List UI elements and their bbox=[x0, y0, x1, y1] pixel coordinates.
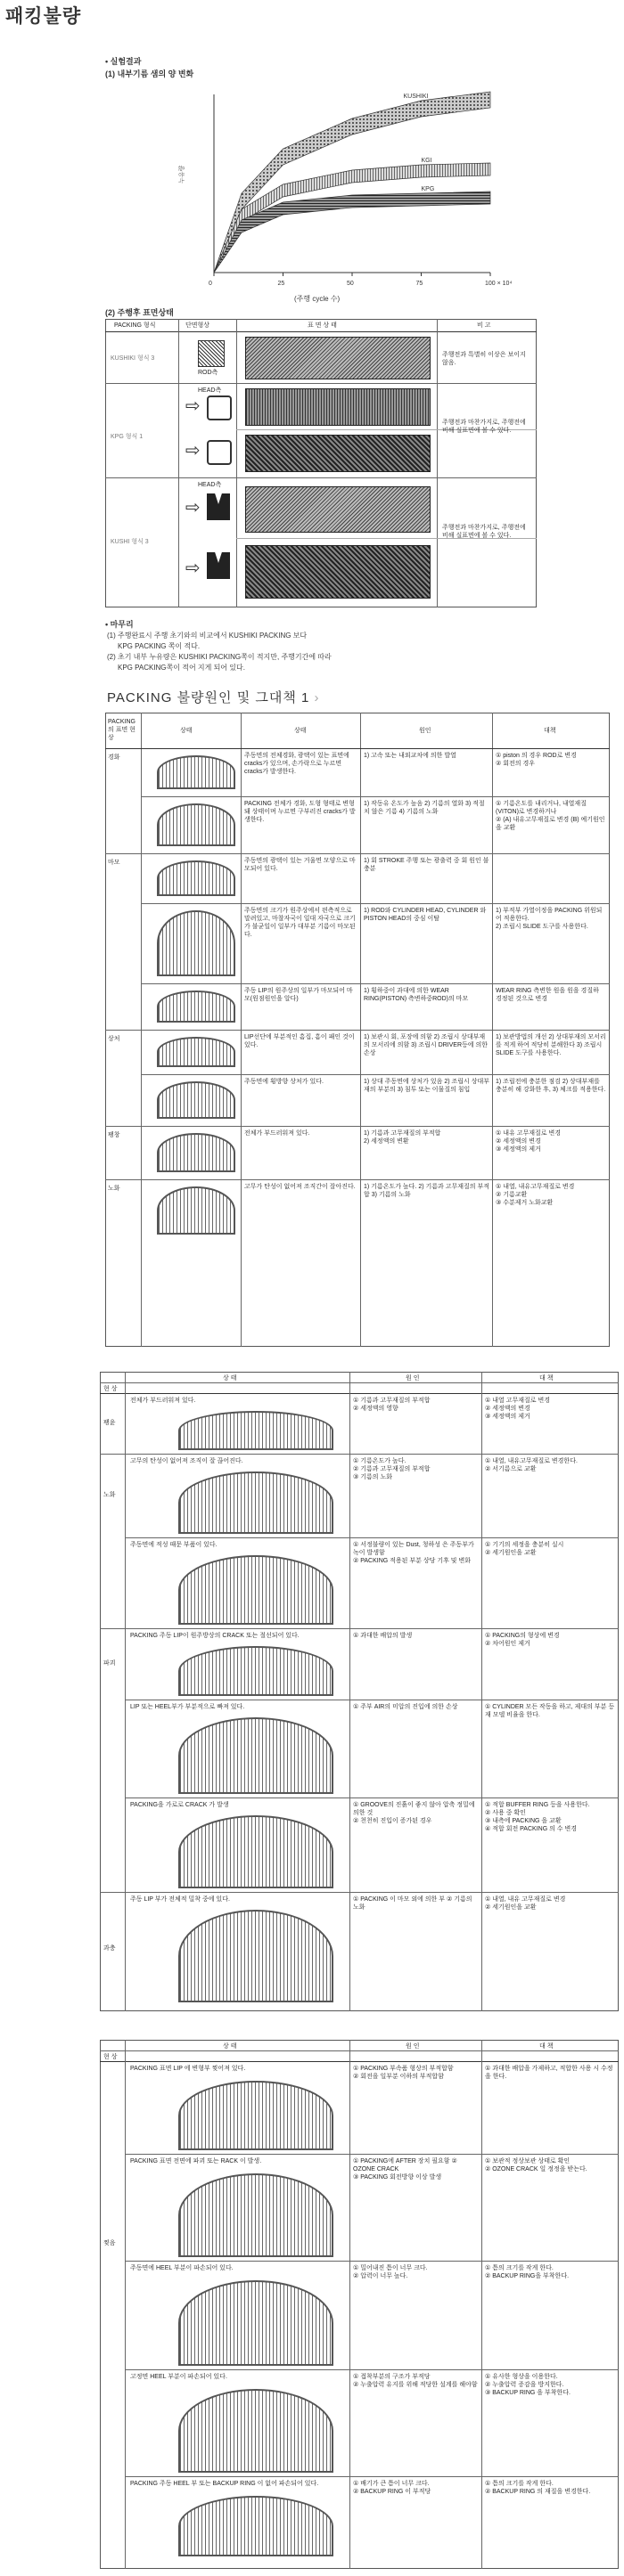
table1-measure: ① 내유 고무재질로 변경 ② 세정액의 변경 ③ 세정액의 제거 bbox=[496, 1130, 561, 1153]
row-divider bbox=[125, 2369, 619, 2370]
table2-measure: ① PACKING의 형상에 변경 ② 차어원인 제거 bbox=[485, 1633, 560, 1647]
packing-illustration bbox=[178, 1815, 333, 1888]
page-title: 패킹불량 bbox=[5, 6, 82, 27]
table2-state: 전체가 부드러워져 있다. bbox=[130, 1398, 196, 1404]
x-tick-label: 25 bbox=[277, 281, 285, 287]
table1-header-illus: 상태 bbox=[180, 728, 193, 734]
leakage-chart bbox=[169, 86, 513, 290]
table1-cause: 1) 상대 주동면에 상처가 있음 2) 조립시 상대부재의 부분의 3) 침투 또는 이물질의 침입 bbox=[364, 1079, 490, 1093]
row-divider bbox=[141, 796, 610, 797]
table2-header-cause: 원 인 bbox=[406, 1375, 420, 1382]
table1-cause: 1) 기름과 고무재질의 부적합 2) 세정액의 변환 bbox=[364, 1130, 441, 1145]
table1-group-label: 경화 bbox=[108, 754, 120, 761]
table2-state: 주동 LIP 부가 전체적 밀착 중에 있다. bbox=[130, 1896, 230, 1903]
experiment-sub1: (1) 내부기름 샘의 양 변화 bbox=[105, 69, 194, 78]
table3-measure: ① 과대한 배압을 가제하고, 적합한 사용 시 수정을 한다. bbox=[485, 2066, 613, 2080]
series-label-kgi: KGI bbox=[421, 158, 432, 164]
packing-illustration bbox=[157, 755, 235, 789]
surface-photo-2 bbox=[245, 388, 431, 426]
table1-measure: ① 기름온도를 내리거나, 내열재질(VITON)로 변경하거나 ② (A) 내유고무재질로 변경 (B) 예기원인을 교환 bbox=[496, 801, 605, 831]
row-divider bbox=[141, 903, 610, 904]
packing-illustration bbox=[178, 2496, 333, 2556]
table1-measure: WEAR RING 측변한 원을 원을 경질하 경정된 것으로 변경 bbox=[496, 988, 599, 1002]
surface-row-2-section-label: HEAD측 bbox=[198, 387, 222, 394]
conclusion-line-1: (1) 주행완료시 주행 초기와의 비교에서 KUSHIKI PACKING 보다 bbox=[107, 632, 308, 640]
packing-illustration bbox=[178, 1910, 333, 2002]
arrow-icon: ⇨ bbox=[185, 441, 201, 461]
table1-title: PACKING 불량원인 및 그대책 1 › bbox=[107, 690, 320, 705]
row-divider bbox=[105, 853, 610, 854]
row-divider bbox=[100, 1454, 619, 1455]
table3-cause: ① 배기가 큰 틈이 너무 크다. ② BACKUP RING 이 부적당 bbox=[353, 2481, 431, 2495]
table3-state: 주동면에 HEEL 부분이 파손되어 있다. bbox=[130, 2265, 234, 2271]
arrow-icon: ⇨ bbox=[185, 498, 201, 518]
surface-row-2-remark: 주행전과 마찬가지로, 주행전에 비해 실표면에 볼 수 있다. bbox=[442, 420, 526, 434]
table1-state: 주동면의 크기가 원주상에서 편측적으로 말려있고, 마찰자국이 일대 자국으로 크기가 불균일이 일부가 대부분 기름이 마모된다. bbox=[244, 908, 356, 938]
packing-illustration bbox=[178, 2280, 333, 2366]
table2-group-label: 과충 bbox=[103, 1945, 116, 1952]
conclusion-line-2: KPG PACKING 쪽이 적다. bbox=[118, 642, 201, 650]
table2-state: 주동면에 적성 때문 부품이 있다. bbox=[130, 1542, 218, 1548]
table2-group-label: 팽윤 bbox=[103, 1420, 116, 1426]
table2-header-state: 상 태 bbox=[223, 1375, 237, 1382]
table3-measure: ① 유사한 형상을 이용한다. ② 누출압력 증감을 방지한다. ③ BACKUP RING 을 부착한다. bbox=[485, 2374, 571, 2396]
row-divider bbox=[125, 1537, 619, 1538]
y-axis-label: 누유량 bbox=[179, 165, 185, 183]
table2-group-label: 파괴 bbox=[103, 1660, 116, 1667]
row-divider bbox=[100, 1628, 619, 1629]
table2-state: 고무의 탄성이 없어져 조직이 잘 끊어진다. bbox=[130, 1458, 243, 1464]
table3-header-state: 상 태 bbox=[223, 2043, 237, 2050]
packing-illustration bbox=[178, 1555, 333, 1625]
surface-photo-4 bbox=[245, 486, 431, 533]
table1-state: 주동면의 전체경화, 광택이 있는 표면에 cracks가 있으며, 손가락으로 누르면 cracks가 발생한다. bbox=[244, 753, 349, 775]
table1-measure: 1) 부적부 가열이정을 PACKING 위원되어 적용한다. 2) 조립시 SLIDE 도구를 사용한다. bbox=[496, 908, 603, 930]
table1-cause: 1) 기름온도가 높다. 2) 기름과 고무재질의 부적합 3) 기름의 노화 bbox=[364, 1184, 490, 1198]
table1-state: 주동 LIP의 원주상의 일부가 마모되어 마모(원점원인을 알다) bbox=[244, 988, 353, 1002]
experiment-heading: • 실험결과 bbox=[105, 57, 142, 66]
row-divider bbox=[125, 1797, 619, 1798]
packing-illustration bbox=[178, 2173, 333, 2257]
table2-measure: ① 기기의 세정을 충분히 실시 ② 세기원인을 교환 bbox=[485, 1542, 564, 1556]
table2-cause: ① 기름온도가 높다. ② 기름과 고무재질의 부적합 ③ 기름의 노화 bbox=[353, 1458, 431, 1480]
table3-state: 고정면 HEEL 부분이 파손되어 있다. bbox=[130, 2374, 227, 2380]
table3-header-cause: 원 인 bbox=[406, 2043, 420, 2050]
arrow-icon: ⇨ bbox=[185, 558, 201, 578]
row-divider bbox=[125, 2154, 619, 2155]
packing-illustration bbox=[157, 860, 235, 896]
table1-header-measure: 대책 bbox=[544, 728, 556, 734]
table2-state: PACKING 주동 LIP이 원주방상의 CRACK 또는 절선되어 있다. bbox=[130, 1633, 300, 1639]
table1-state: 주동면에 횡방향 상처가 있다. bbox=[244, 1079, 324, 1085]
experiment-sub2: (2) 주행후 표면상태 bbox=[105, 308, 174, 317]
table1-state: 고무가 탄성이 없어져 조직간이 잘아진다. bbox=[244, 1184, 356, 1190]
table1-measure: 1) 보관방법의 개선 2) 상대부재의 모서리를 적게 하여 적당히 분해한다 3) 조립시 SLIDE 도구를 사용한다. bbox=[496, 1034, 606, 1056]
table2-cause: ① 과대한 배압의 발생 bbox=[353, 1633, 413, 1639]
packing-illustration bbox=[178, 1471, 333, 1534]
table1-cause: 1) 고속 또는 내외교차에 의한 발열 bbox=[364, 753, 456, 759]
table1-group-label: 마모 bbox=[108, 860, 120, 866]
table2-cause: ① 기름과 고무재질의 부적합 ② 세정액의 영향 bbox=[353, 1398, 431, 1412]
row-divider bbox=[125, 2476, 619, 2477]
surface-photo-5 bbox=[245, 545, 431, 599]
table3-measure: ① 보관적 정상보관 상태로 확인 ② OZONE CRACK 일 정정을 받는다. bbox=[485, 2158, 587, 2172]
surface-row-1-section-label: ROD측 bbox=[198, 370, 218, 376]
table2-header-measure: 대 책 bbox=[539, 1375, 554, 1382]
section-sketch-2 bbox=[207, 395, 232, 420]
table1-state: PACKING 전체가 경화, 도형 형태로 변형돼 상태이며 누르면 구부러진 cracks가 발생한다. bbox=[244, 801, 356, 823]
packing-illustration bbox=[157, 910, 235, 976]
packing-illustration bbox=[157, 1081, 235, 1119]
table1-title-text: PACKING 불량원인 및 그대책 1 bbox=[107, 690, 310, 705]
table2-header-phenomenon: 현 상 bbox=[103, 1386, 118, 1392]
table1-cause: 1) 보관시 회, 포장에 의함 2) 조립시 상대부재의 모서리에 의함 3) 조립시 DRIVER등에 의한 손상 bbox=[364, 1034, 489, 1056]
table3-cause: ① PACKING에 AFTER 장치 필요함 ② OZONE CRACK ③ PACKING 회전방향 이상 발생 bbox=[353, 2158, 457, 2181]
packing-illustration bbox=[157, 990, 235, 1023]
packing-illustration bbox=[157, 1133, 235, 1172]
table2-measure: ① CYLINDER 모든 작동을 하고, 제대의 부분 등 재 모델 비율을 한다. bbox=[485, 1704, 615, 1718]
table1-cause: 1) 회 STROKE 주행 또는 광출력 중 회 원인 불충분 bbox=[364, 858, 489, 872]
surface-header-type: PACKING 형식 bbox=[114, 322, 156, 329]
table2-measure: ① 내열 고무재질로 변경 ② 세정액의 변경 ③ 세정액의 제거 bbox=[485, 1398, 550, 1420]
packing-illustration bbox=[178, 1411, 333, 1450]
table2-measure: ① 내열, 내유고무재질로 변경한다. ② 서기름으로 교환 bbox=[485, 1458, 578, 1472]
table1-state: 전체가 부드러워져 있다. bbox=[244, 1130, 310, 1137]
table2-cause: ① 서정불량이 있는 Dust, 청하성 은 주동부가 녹이 발생함 ② PACKING 적용된 부분 상당 기후 및 변화 bbox=[353, 1542, 474, 1564]
table2-measure: ① 내열, 내유 고무재질로 변경 ② 세기원인을 교환 bbox=[485, 1896, 566, 1911]
chart-caption: (주행 cycle 수) bbox=[294, 295, 341, 303]
surface-header-remark: 비 고 bbox=[477, 322, 491, 329]
surface-header-section: 단면형상 bbox=[185, 322, 210, 329]
surface-header-state: 표 면 상 태 bbox=[308, 322, 337, 329]
row-divider bbox=[100, 1892, 619, 1893]
packing-illustration bbox=[178, 2389, 333, 2473]
table1-group-label: 노화 bbox=[108, 1186, 120, 1192]
table1-header-state: 상태 bbox=[294, 728, 307, 734]
table3-group-label: 찢음 bbox=[103, 2240, 116, 2246]
table1-header-phenomenon: PACKING 의 표면 현상 bbox=[108, 719, 135, 741]
table3-state: PACKING 주동 HEEL 부 또는 BACKUP RING 이 없어 파손되어 있다. bbox=[130, 2481, 319, 2487]
row-divider bbox=[141, 983, 610, 984]
conclusion-line-3: (2) 초기 내부 누유량은 KUSHIKI PACKING쪽이 적지만, 주행기간에 따라 bbox=[107, 653, 332, 661]
table3-state: PACKING 표면 전면에 파괴 또는 RACK 이 발생. bbox=[130, 2158, 262, 2164]
table2-state: LIP 또는 HEEL부가 부분적으로 빠져 있다. bbox=[130, 1704, 245, 1710]
section-sketch-1 bbox=[198, 340, 225, 367]
table2-measure: ① 적합 BUFFER RING 등을 사용한다. ② 사용 중 확인 ③ 내측에 PACKING 을 교환 ④ 적합 회전 PACKING 의 수 변경 bbox=[485, 1802, 590, 1832]
table2-cause: ① PACKING 이 마모 외에 의한 부 ② 기름의 노화 bbox=[353, 1896, 472, 1911]
row-divider bbox=[105, 1030, 610, 1031]
conclusion-line-4: KPG PACKING쪽이 적어 지게 되어 있다. bbox=[118, 664, 245, 672]
x-tick-label: 50 bbox=[347, 281, 354, 287]
surface-row-3-remark: 주행전과 마찬가지로, 주행전에 비해 실표면에 볼 수 있다. bbox=[442, 525, 526, 539]
packing-illustration bbox=[157, 1037, 235, 1067]
surface-row-3-label: KUSHI 형식 3 bbox=[111, 539, 149, 545]
table3-cause: ① 접착부분의 구조가 부적당 ② 누출압력 유지를 위해 적당한 설계를 해야함 bbox=[353, 2374, 478, 2388]
row-divider bbox=[125, 2261, 619, 2262]
surface-row-2-label: KPG 형식 1 bbox=[111, 434, 144, 440]
table2-group-label: 노화 bbox=[103, 1492, 116, 1498]
table1-measure: ① piston 의 경우 ROD로 변경 ② 회전의 경우 bbox=[496, 753, 577, 767]
surface-row-1-remark: 주행전과 특별히 이상은 보이지 않음. bbox=[442, 352, 526, 366]
packing-illustration bbox=[157, 803, 235, 846]
table1-measure: 1) 조립전에 충분한 점검 2) 상대부재를 충분히 해 강화한 후, 3) 체크를 적용한다. bbox=[496, 1079, 606, 1093]
table1-measure: ① 내열, 내유고무재질로 변경 ② 기름교환 ③ 수분제거 노화교환 bbox=[496, 1184, 575, 1206]
series-label-kpg: KPG bbox=[421, 186, 435, 192]
table2-state: PACKING을 가로로 CRACK 가 발생 bbox=[130, 1802, 229, 1808]
series-label-kushiki: KUSHIKI bbox=[403, 94, 429, 100]
table3-measure: ① 틈의 크기를 작게 한다. ② BACKUP RING 의 재질을 변경한다. bbox=[485, 2481, 591, 2495]
packing-illustration bbox=[178, 2081, 333, 2150]
x-tick-label: 75 bbox=[415, 281, 423, 287]
surface-photo-1 bbox=[245, 337, 431, 379]
packing-illustration bbox=[178, 1717, 333, 1794]
x-tick-label: 0 bbox=[209, 281, 212, 287]
surface-row-3-section-label: HEAD측 bbox=[198, 482, 222, 488]
packing-illustration bbox=[178, 1646, 333, 1696]
table1-header-cause: 원인 bbox=[419, 728, 431, 734]
arrow-icon: ⇨ bbox=[185, 396, 201, 416]
table2-cause: ① 주부 AIR의 미압의 진입에 의한 손상 bbox=[353, 1704, 458, 1710]
table3-header-phenomenon: 현 상 bbox=[103, 2054, 118, 2060]
section-sketch-3 bbox=[207, 440, 232, 465]
table1-state: LIP선단에 부분적인 흠집, 흠이 패인 것이 있다. bbox=[244, 1034, 355, 1048]
table1-cause: 1) ROD와 CYLINDER HEAD, CYLINDER 와 PISTON HEAD의 중심 이탈 bbox=[364, 908, 487, 922]
table3-cause: ① 밀어내진 틈이 너무 크다. ② 압력이 너무 높다. bbox=[353, 2265, 428, 2279]
table1-group-label: 상처 bbox=[108, 1036, 120, 1042]
packing-illustration bbox=[157, 1186, 235, 1235]
table2-cause: ① GROOVE의 진흙이 좋지 않아 압축 정밀에 의한 것 ② 천천히 진입이 증가된 경우 bbox=[353, 1802, 475, 1824]
row-divider bbox=[105, 1126, 610, 1127]
table3-header-measure: 대 책 bbox=[539, 2043, 554, 2050]
surface-row-1-label: KUSHIKI 형식 3 bbox=[111, 355, 155, 362]
table3-measure: ① 틈의 크기를 작게 한다. ② BACKUP RING을 부착한다. bbox=[485, 2265, 570, 2279]
table3-state: PACKING 표면 LIP 에 변형부 찢어져 있다. bbox=[130, 2066, 246, 2072]
conclusion-heading: • 마무리 bbox=[105, 620, 134, 629]
row-divider bbox=[105, 1179, 610, 1180]
surface-photo-3 bbox=[245, 435, 431, 472]
table3-cause: ① PACKING 부속품 형상의 부적합함 ② 회전을 일부분 이하의 부적합함 bbox=[353, 2066, 454, 2080]
table1-state: 주동면의 광택이 있는 거울면 모양으로 마모되어 있다. bbox=[244, 858, 356, 872]
table1-group-label: 팽창 bbox=[108, 1132, 120, 1138]
x-tick-label: 100 × 10⁴ bbox=[485, 281, 513, 287]
table1-cause: 1) 작동유 온도가 높음 2) 기름의 열화 3) 적절치 않은 기름 4) 기름의 노화 bbox=[364, 801, 485, 815]
row-divider bbox=[141, 1074, 610, 1075]
table1-cause: 1) 횡하중이 과대에 의한 WEAR RING(PISTON) 측변하중ROD)의 마모 bbox=[364, 988, 469, 1002]
